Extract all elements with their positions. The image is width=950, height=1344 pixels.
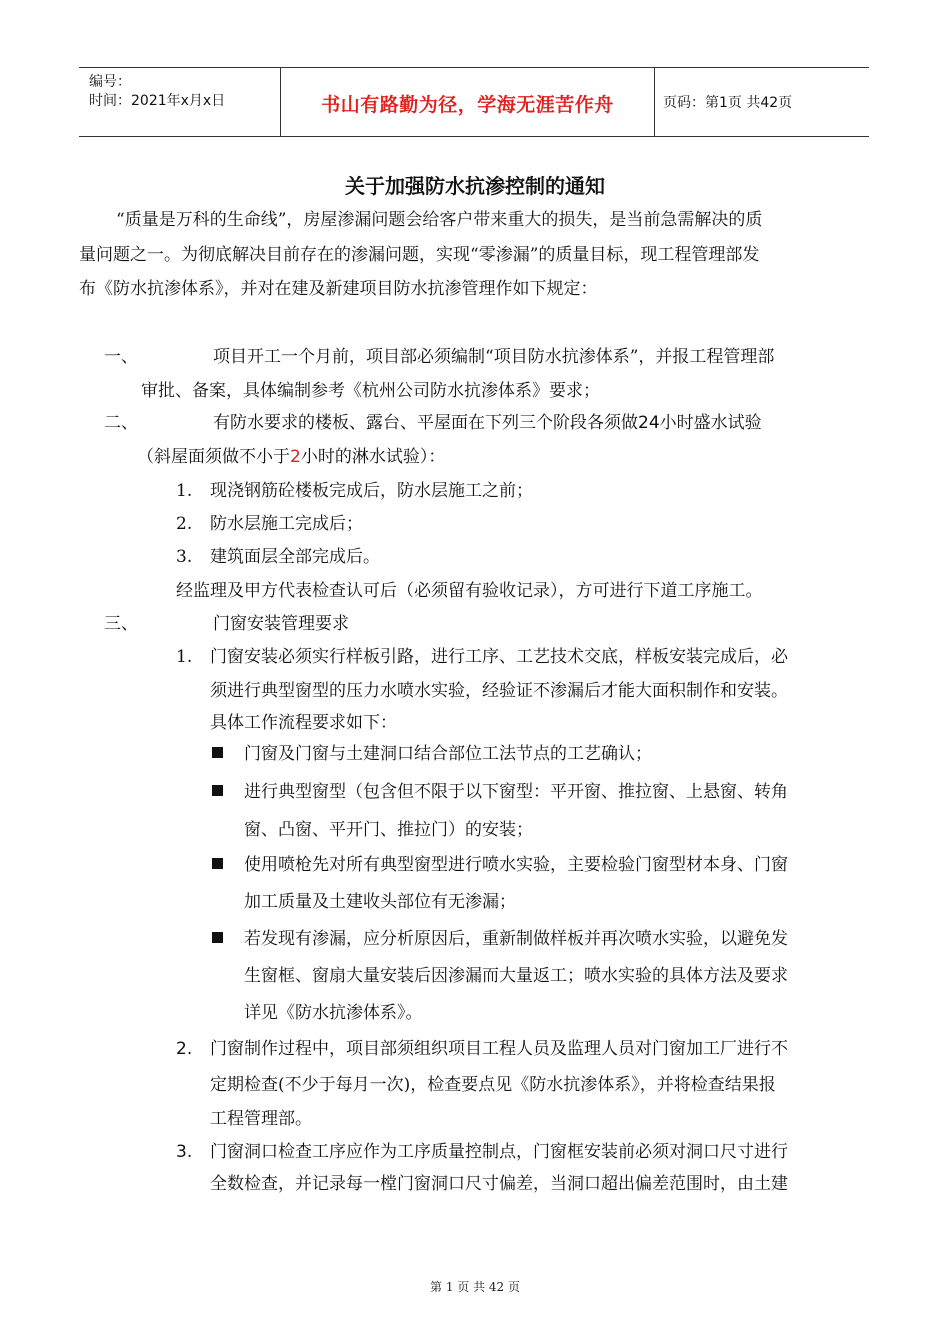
sec2-item-2-number: 2. bbox=[176, 514, 193, 534]
sec2-item-2-text: 防水层施工完成后； bbox=[210, 514, 363, 534]
sec3-item-2-number: 2. bbox=[176, 1039, 193, 1059]
page-footer: 第 1 页 共 42 页 bbox=[430, 1280, 520, 1294]
header-motto-cell bbox=[281, 68, 655, 136]
sec2-note: 经监理及甲方代表检查认可后（必须留有验收记录），方可进行下道工序施工。 bbox=[176, 581, 763, 601]
sec3-item-1-number: 1. bbox=[176, 647, 193, 667]
section-1-number: 一、 bbox=[104, 347, 138, 367]
sec3-item-1-line-2: 须进行典型窗型的压力水喷水实验，经验证不渗漏后才能大面积制作和安装。 bbox=[210, 681, 788, 701]
header-meta-cell bbox=[79, 68, 281, 136]
sec2-item-1-text: 现浇钢筋砼楼板完成后，防水层施工之前； bbox=[210, 481, 533, 501]
bullet-1-line-1: 门窗及门窗与土建洞口结合部位工法节点的工艺确认； bbox=[244, 744, 652, 764]
bullet-2-line-2: 窗、凸窗、平开门、推拉门）的安装； bbox=[244, 820, 533, 840]
sec3-item-1-line-1: 门窗安装必须实行样板引路，进行工序、工艺技术交底，样板安装完成后，必 bbox=[210, 647, 788, 667]
code-label: 编号： bbox=[89, 74, 131, 90]
sec3-item-3-line-2: 全数检查，并记录每一樘门窗洞口尺寸偏差，当洞口超出偏差范围时，由土建 bbox=[210, 1174, 788, 1194]
section-1-line-2: 审批、备案，具体编制参考《杭州公司防水抗渗体系》要求； bbox=[141, 381, 600, 401]
sec3-item-2-line-3: 工程管理部。 bbox=[210, 1109, 312, 1129]
document-header bbox=[79, 67, 869, 137]
sec2-item-3-text: 建筑面层全部完成后。 bbox=[210, 547, 380, 567]
sec3-item-3-line-1: 门窗洞口检查工序应作为工序质量控制点，门窗框安装前必须对洞口尺寸进行 bbox=[210, 1142, 788, 1162]
intro-line-1: “质量是万科的生命线”，房屋渗漏问题会给客户带来重大的损失，是当前急需解决的质 bbox=[116, 210, 763, 230]
bullet-square-icon bbox=[212, 932, 223, 943]
section-3-number: 三、 bbox=[104, 614, 138, 634]
page-info: 页码：第1页 共42页 bbox=[663, 95, 793, 111]
header-page-cell bbox=[655, 68, 869, 136]
bullet-square-icon bbox=[212, 747, 223, 758]
bullet-square-icon bbox=[212, 858, 223, 869]
bullet-4-line-3: 详见《防水抗渗体系》。 bbox=[244, 1003, 423, 1023]
section-2-line-2: （斜屋面须做不小于2小时的淋水试验）： bbox=[137, 447, 446, 467]
intro-line-2: 量问题之一。为彻底解决目前存在的渗漏问题，实现“零渗漏”的质量目标，现工程管理部发 bbox=[79, 245, 760, 265]
section-1-line-1: 项目开工一个月前，项目部必须编制“项目防水抗渗体系”，并报工程管理部 bbox=[213, 347, 775, 367]
hours-2: 2 bbox=[290, 447, 301, 467]
document-title: 关于加强防水抗渗控制的通知 bbox=[345, 174, 605, 198]
bullet-4-line-1: 若发现有渗漏，应分析原因后，重新制做样板并再次喷水实验，以避免发 bbox=[244, 929, 788, 949]
bullet-3-line-1: 使用喷枪先对所有典型窗型进行喷水实验，主要检验门窗型材本身、门窗 bbox=[244, 855, 788, 875]
intro-line-3: 布《防水抗渗体系》，并对在建及新建项目防水抗渗管理作如下规定： bbox=[79, 279, 598, 299]
sec2-item-3-number: 3. bbox=[176, 547, 193, 567]
sec3-item-2-line-1: 门窗制作过程中，项目部须组织项目工程人员及监理人员对门窗加工厂进行不 bbox=[210, 1039, 788, 1059]
bullet-3-line-2: 加工质量及土建收头部位有无渗漏； bbox=[244, 892, 516, 912]
time-label: 时间：2021年x月x日 bbox=[89, 93, 226, 109]
sec3-item-1-line-3: 具体工作流程要求如下： bbox=[210, 713, 397, 733]
hours-24: 24 bbox=[638, 413, 660, 433]
sec3-item-3-number: 3. bbox=[176, 1142, 193, 1162]
section-2-number: 二、 bbox=[104, 413, 138, 433]
sec2-item-1-number: 1. bbox=[176, 481, 193, 501]
section-3-heading: 门窗安装管理要求 bbox=[213, 614, 349, 634]
bullet-2-line-1: 进行典型窗型（包含但不限于以下窗型：平开窗、推拉窗、上悬窗、转角 bbox=[244, 782, 788, 802]
bullet-square-icon bbox=[212, 785, 223, 796]
bullet-4-line-2: 生窗框、窗扇大量安装后因渗漏而大量返工；喷水实验的具体方法及要求 bbox=[244, 966, 788, 986]
sec3-item-2-line-2: 定期检查(不少于每月一次)，检查要点见《防水抗渗体系》，并将检查结果报 bbox=[210, 1075, 776, 1095]
motto: 书山有路勤为径，学海无涯苦作舟 bbox=[321, 94, 614, 116]
section-2-line-1: 有防水要求的楼板、露台、平屋面在下列三个阶段各须做24小时盛水试验 bbox=[213, 413, 762, 433]
